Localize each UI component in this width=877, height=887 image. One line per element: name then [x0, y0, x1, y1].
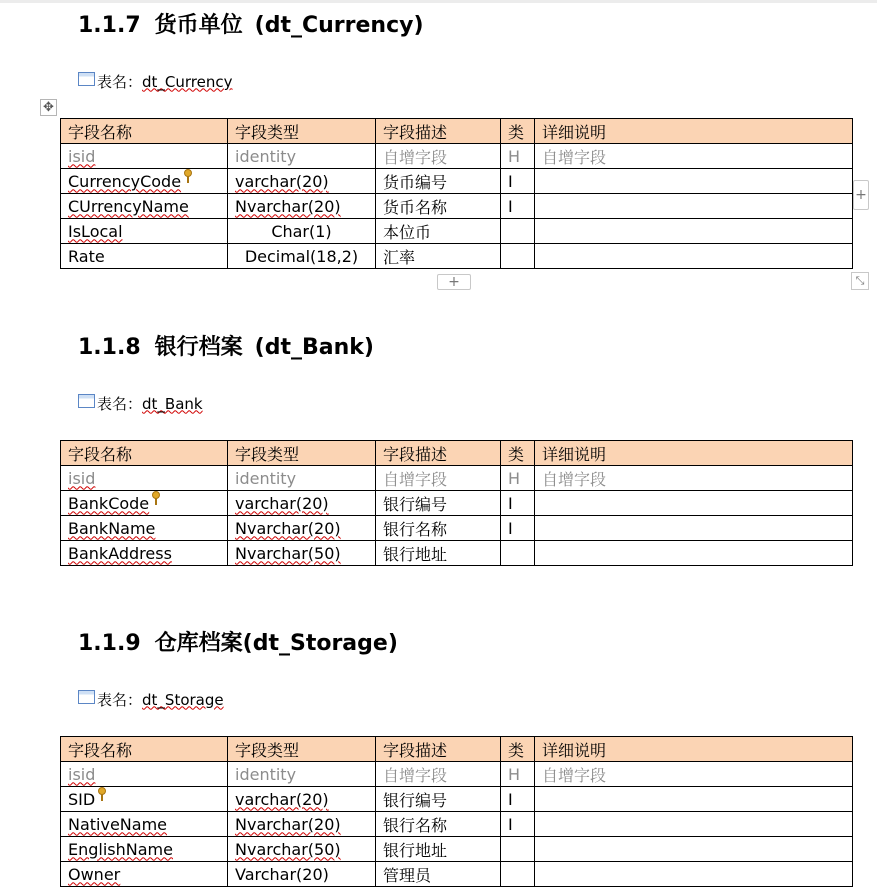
- section-number: 1.1.7: [78, 13, 141, 38]
- field-name-text: CurrencyCode: [68, 171, 182, 191]
- header-cell: 字段名称: [61, 737, 228, 762]
- field-name-cell[interactable]: NativeName: [61, 812, 228, 837]
- add-row-button[interactable]: +: [437, 274, 471, 290]
- field-kind-cell[interactable]: H: [501, 144, 535, 169]
- field-type-cell[interactable]: Char(1): [228, 219, 376, 244]
- field-type-cell[interactable]: Nvarchar(20): [228, 812, 376, 837]
- field-name-cell[interactable]: Owner: [61, 862, 228, 887]
- table-row: [61, 466, 853, 491]
- field-type-cell[interactable]: varchar(20): [228, 169, 376, 194]
- table-name-label: 表名：: [97, 395, 143, 413]
- table-row: [61, 194, 853, 219]
- table-resize-handle-icon[interactable]: ⤡: [851, 272, 869, 290]
- section-title-cn: 货币单位: [154, 13, 243, 38]
- section-heading-bank: [78, 330, 374, 361]
- field-desc-cell[interactable]: 货币名称: [376, 194, 501, 219]
- fields-table-currency[interactable]: [60, 118, 853, 269]
- header-cell: 字段描述: [376, 441, 501, 466]
- primary-key-icon: [97, 787, 107, 801]
- table-move-handle-icon[interactable]: ✥: [40, 99, 57, 116]
- field-type-cell[interactable]: Nvarchar(20): [228, 516, 376, 541]
- field-kind-cell[interactable]: H: [501, 762, 535, 787]
- header-cell: 类: [501, 441, 535, 466]
- field-type-cell[interactable]: identity: [228, 144, 376, 169]
- field-type-cell[interactable]: varchar(20): [228, 787, 376, 812]
- field-name-cell[interactable]: BankAddress: [61, 541, 228, 566]
- field-detail-cell[interactable]: [535, 541, 853, 566]
- section-title-code: (dt_Currency): [254, 13, 424, 38]
- add-column-button[interactable]: +: [853, 180, 869, 210]
- field-name-cell[interactable]: [61, 169, 228, 194]
- header-cell: 详细说明: [535, 441, 853, 466]
- field-desc-cell[interactable]: 自增字段: [376, 144, 501, 169]
- field-detail-cell[interactable]: [535, 516, 853, 541]
- field-detail-cell[interactable]: 自增字段: [535, 466, 853, 491]
- field-name-cell[interactable]: IsLocal: [61, 219, 228, 244]
- field-kind-cell[interactable]: I: [501, 169, 535, 194]
- field-kind-cell[interactable]: [501, 862, 535, 887]
- field-kind-cell[interactable]: I: [501, 812, 535, 837]
- field-name-text: BankCode: [68, 493, 150, 513]
- field-name-cell[interactable]: Rate: [61, 244, 228, 269]
- field-detail-cell[interactable]: 自增字段: [535, 144, 853, 169]
- header-cell: 详细说明: [535, 119, 853, 144]
- header-cell: 字段类型: [228, 737, 376, 762]
- section-number: 1.1.9: [78, 631, 141, 656]
- field-name-cell[interactable]: isid: [61, 762, 228, 787]
- header-cell: 字段名称: [61, 119, 228, 144]
- field-detail-cell[interactable]: [535, 169, 853, 194]
- field-desc-cell[interactable]: 汇率: [376, 244, 501, 269]
- field-desc-cell[interactable]: 自增字段: [376, 762, 501, 787]
- table-row: [61, 516, 853, 541]
- section-title-cn: 仓库档案: [154, 631, 243, 656]
- field-kind-cell[interactable]: H: [501, 466, 535, 491]
- header-cell: 字段名称: [61, 441, 228, 466]
- table-header-row: [61, 119, 853, 144]
- field-desc-cell[interactable]: 银行编号: [376, 491, 501, 516]
- table-icon: [78, 72, 95, 86]
- field-desc-cell[interactable]: 管理员: [376, 862, 501, 887]
- field-detail-cell[interactable]: [535, 194, 853, 219]
- field-desc-cell[interactable]: 自增字段: [376, 466, 501, 491]
- field-name-cell[interactable]: BankName: [61, 516, 228, 541]
- table-row: [61, 491, 853, 516]
- table-name-value: dt_Bank: [142, 394, 203, 413]
- header-cell: 详细说明: [535, 737, 853, 762]
- section-title-code: (dt_Storage): [242, 631, 398, 656]
- section-number: 1.1.8: [78, 335, 141, 360]
- table-header-row: [61, 737, 853, 762]
- table-row: [61, 144, 853, 169]
- field-detail-cell[interactable]: [535, 219, 853, 244]
- section-title-code: (dt_Bank): [254, 335, 374, 360]
- table-name-value: dt_Currency: [142, 72, 233, 91]
- field-detail-cell[interactable]: [535, 812, 853, 837]
- table-icon: [78, 394, 95, 408]
- table-row: [61, 812, 853, 837]
- header-cell: 类: [501, 737, 535, 762]
- field-type-cell[interactable]: Nvarchar(50): [228, 541, 376, 566]
- table-name-line-bank: [78, 393, 203, 414]
- header-cell: 类: [501, 119, 535, 144]
- field-name-cell[interactable]: isid: [61, 466, 228, 491]
- primary-key-icon: [151, 491, 161, 505]
- field-detail-cell[interactable]: [535, 837, 853, 862]
- field-name-cell[interactable]: isid: [61, 144, 228, 169]
- header-cell: 字段类型: [228, 119, 376, 144]
- table-icon: [78, 690, 95, 704]
- field-type-cell[interactable]: Decimal(18,2): [228, 244, 376, 269]
- section-heading-currency: [78, 8, 424, 39]
- table-name-line-storage: [78, 689, 224, 710]
- field-desc-cell[interactable]: 银行名称: [376, 516, 501, 541]
- field-desc-cell[interactable]: 本位币: [376, 219, 501, 244]
- field-kind-cell[interactable]: I: [501, 516, 535, 541]
- field-desc-cell[interactable]: 货币编号: [376, 169, 501, 194]
- field-name-cell[interactable]: EnglishName: [61, 837, 228, 862]
- field-name-cell[interactable]: [61, 491, 228, 516]
- table-name-label: 表名：: [97, 73, 143, 91]
- field-name-text: SID: [68, 789, 96, 809]
- table-row: [61, 219, 853, 244]
- fields-table-storage[interactable]: [60, 736, 853, 887]
- table-row: [61, 169, 853, 194]
- fields-table-bank[interactable]: [60, 440, 853, 566]
- header-cell: 字段描述: [376, 119, 501, 144]
- field-detail-cell[interactable]: 自增字段: [535, 762, 853, 787]
- field-detail-cell[interactable]: [535, 862, 853, 887]
- field-detail-cell[interactable]: [535, 491, 853, 516]
- section-heading-storage: [78, 626, 398, 657]
- field-kind-cell[interactable]: [501, 541, 535, 566]
- table-row: [61, 837, 853, 862]
- table-header-row: [61, 441, 853, 466]
- table-row: [61, 762, 853, 787]
- table-row: [61, 244, 853, 269]
- table-row: [61, 787, 853, 812]
- table-name-value: dt_Storage: [142, 690, 224, 709]
- field-name-cell[interactable]: [61, 787, 228, 812]
- section-title-cn: 银行档案: [154, 335, 243, 360]
- field-type-cell[interactable]: Nvarchar(20): [228, 194, 376, 219]
- table-row: [61, 541, 853, 566]
- primary-key-icon: [183, 169, 193, 183]
- header-cell: 字段类型: [228, 441, 376, 466]
- field-detail-cell[interactable]: [535, 244, 853, 269]
- field-desc-cell[interactable]: 银行地址: [376, 837, 501, 862]
- field-kind-cell[interactable]: I: [501, 194, 535, 219]
- field-type-cell[interactable]: Nvarchar(50): [228, 837, 376, 862]
- field-name-cell[interactable]: CUrrencyName: [61, 194, 228, 219]
- field-detail-cell[interactable]: [535, 787, 853, 812]
- table-row: [61, 862, 853, 887]
- field-desc-cell[interactable]: 银行名称: [376, 812, 501, 837]
- field-kind-cell[interactable]: I: [501, 491, 535, 516]
- table-name-line-currency: [78, 71, 233, 92]
- field-type-cell[interactable]: identity: [228, 762, 376, 787]
- field-desc-cell[interactable]: 银行编号: [376, 787, 501, 812]
- field-kind-cell[interactable]: I: [501, 787, 535, 812]
- field-type-cell[interactable]: Varchar(20): [228, 862, 376, 887]
- field-kind-cell[interactable]: [501, 837, 535, 862]
- field-type-cell[interactable]: identity: [228, 466, 376, 491]
- field-desc-cell[interactable]: 银行地址: [376, 541, 501, 566]
- field-kind-cell[interactable]: [501, 244, 535, 269]
- header-cell: 字段描述: [376, 737, 501, 762]
- field-kind-cell[interactable]: [501, 219, 535, 244]
- field-type-cell[interactable]: varchar(20): [228, 491, 376, 516]
- table-name-label: 表名：: [97, 691, 143, 709]
- top-ruler-edge: [0, 0, 877, 3]
